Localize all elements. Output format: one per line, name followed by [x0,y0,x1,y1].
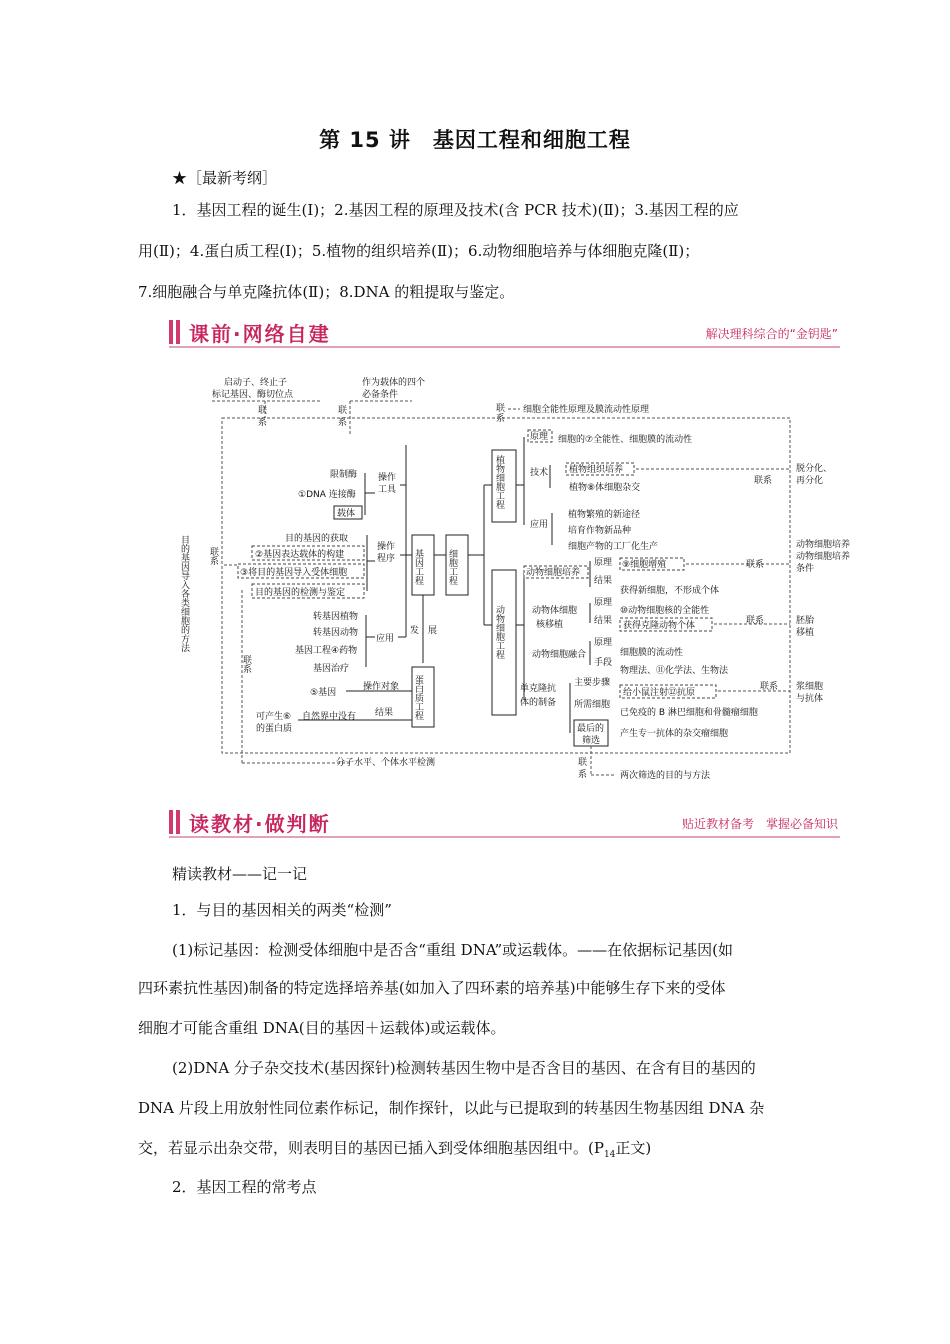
diagram-node: 培育作物新品种 [568,526,632,536]
diagram-node: 载体 [337,509,356,519]
diagram-link-label: 联 [338,406,348,416]
diagram-note: 作为载体的四个 [362,378,426,388]
diagram-side-note: 条件 [796,564,815,574]
diagram-node: 植物组织培养 [569,465,624,475]
exam-outline-line: 用(Ⅱ)；4.蛋白质工程(Ⅰ)；5.植物的组织培养(Ⅱ)；6.动物细胞培养与体细胞克隆(Ⅱ)； [138,242,700,260]
diagram-main-node: 细胞工程 [447,549,457,585]
diagram-node: 手段 [594,658,613,668]
diagram-node: 单克隆抗 [520,684,557,694]
diagram-link-label: 联系 [241,655,251,673]
diagram-node: 动物细胞融合 [532,650,587,660]
exam-outline-heading: ★［最新考纲］ [172,169,278,187]
diagram-node: 细胞产物的工厂化生产 [568,542,659,552]
diagram-node: 体的制备 [520,698,557,708]
reading-paragraph: (2)DNA 分子杂交技术(基因探针)检测转基因生物中是否含目的基因、在含有目的基因的 [172,1059,756,1077]
diagram-node: ⑩动物细胞核的全能性 [620,606,710,616]
diagram-note: 标记基因、酶切位点 [212,390,294,400]
diagram-node: 技术 [530,468,549,478]
diagram-node: 细胞的⑦全能性、细胞膜的流动性 [558,435,693,445]
diagram-main-node: 植物细胞工程 [494,455,504,509]
diagram-node: 应用 [376,634,395,644]
section-banner-title: 读教材·做判断 [189,812,331,836]
reading-text: 交，若显示出杂交带，则表明目的基因已插入到受体细胞基因组中。(P [138,1139,604,1157]
diagram-node: 基因治疗 [313,664,350,674]
diagram-node: 细胞全能性原理及膜流动性原理 [523,405,650,415]
diagram-node: 已免疫的 B 淋巴细胞和骨髓瘤细胞 [620,708,758,718]
diagram-node: 的蛋白质 [256,724,293,734]
diagram-node: 物理法、⑪化学法、生物法 [620,666,729,676]
diagram-link-label: 系 [578,770,588,780]
diagram-link-label: 系 [338,418,348,428]
diagram-node: 程序 [377,554,396,564]
diagram-node: 细胞膜的流动性 [620,648,684,658]
reading-paragraph: (1)标记基因：检测受体细胞中是否含“重组 DNA”或运载体。——在依据标记基因(如 [172,941,733,959]
diagram-link-label: 系 [496,414,506,424]
diagram-main-node: 基因工程 [413,549,423,585]
diagram-side-note: 浆细胞 [796,682,824,692]
diagram-node: 转基因动物 [313,628,359,638]
diagram-link-label: 联系 [746,560,765,570]
diagram-node: 动物体细胞 [532,606,578,616]
diagram-note: 必备条件 [362,390,399,400]
reading-question: 1．与目的基因相关的两类“检测” [172,901,392,919]
diagram-node: ③将目的基因导入受体细胞 [240,568,348,578]
reading-text: 正文) [615,1139,652,1157]
diagram-node: 给小鼠注射⑫抗原 [623,688,696,698]
diagram-link-label: 联 [496,404,506,414]
diagram-node: 原理 [594,558,613,568]
diagram-node: 基因工程④药物 [295,646,358,656]
diagram-node: ⑨细胞增殖 [622,560,667,570]
diagram-node: 发 展 [410,626,438,636]
section-banner-subtitle: 贴近教材备考 掌握必备知识 [681,817,838,831]
diagram-note: 分子水平、个体水平检测 [336,758,436,768]
diagram-side-note: 移植 [796,628,815,638]
diagram-node: 获得克隆动物个体 [623,621,696,631]
reading-paragraph: DNA 片段上用放射性同位素作标记，制作探针，以此与已提取到的转基因生物基因组 DNA 杂 [138,1099,765,1117]
reading-heading: 精读教材——记一记 [172,865,308,883]
diagram-node: 操作 [377,542,396,552]
diagram-link-label: 联 [258,406,268,416]
diagram-side-note: 动物细胞培养 [796,540,851,550]
reading-question: 2．基因工程的常考点 [172,1178,317,1196]
section-banner-title: 课前·网络自建 [189,322,331,346]
section-banner-subtitle: 解决理科综合的“金钥匙” [705,327,838,341]
diagram-node: 核移植 [536,620,564,630]
diagram-side-note: 动物细胞培养 [796,552,851,562]
diagram-node: 动物细胞培养 [526,568,581,578]
diagram-node: 操作对象 [363,682,400,692]
diagram-side-note: 脱分化、 [796,464,833,474]
exam-outline-line: 1．基因工程的诞生(Ⅰ)；2.基因工程的原理及技术(含 PCR 技术)(Ⅱ)；3.基因工程的应 [172,201,739,219]
reading-paragraph: 细胞才可能含重组 DNA(目的基因＋运载体)或运载体。 [138,1019,506,1037]
diagram-node: ②基因表达载体的构建 [255,550,345,560]
section-banner-network [169,318,840,346]
diagram-side-note: 再分化 [796,476,824,486]
diagram-note: 启动子、终止子 [224,378,288,388]
diagram-main-node: 蛋白质工程 [413,675,423,720]
diagram-node: 结果 [594,576,613,586]
diagram-link-label: 联系 [208,547,218,565]
diagram-link-label: 联系 [760,682,779,692]
page-ref-subscript: 14 [603,1150,616,1160]
diagram-node: 产生专一抗体的杂交瘤细胞 [620,729,729,739]
diagram-node: 获得新细胞，不形成个体 [620,586,720,596]
diagram-side-label: 目的基因导入各类细胞的方法 [179,535,189,652]
diagram-node: 原理 [594,598,613,608]
diagram-note: 两次筛选的目的与方法 [620,771,711,781]
diagram-link-label: 联系 [754,476,773,486]
exam-outline-line: 7.细胞融合与单克隆抗体(Ⅱ)；8.DNA 的粗提取与鉴定。 [138,283,515,301]
diagram-node: 原理 [530,432,549,442]
diagram-node: 最后的 [577,724,605,734]
diagram-node: 结果 [594,616,613,626]
diagram-node: 限制酶 [330,470,358,480]
reading-paragraph: 四环素抗性基因)制备的特定选择培养基(如加入了四环素的培养基)中能够生存下来的受体 [138,979,726,997]
diagram-node: 目的基因的检测与鉴定 [255,588,346,598]
diagram-node: 工具 [378,485,397,495]
diagram-node: 主要步骤 [574,678,611,688]
diagram-node: 转基因植物 [313,612,359,622]
diagram-node: 操作 [378,473,397,483]
diagram-link-label: 联系 [746,616,765,626]
section-banner-reading [169,808,840,836]
diagram-node: 结果 [375,708,394,718]
diagram-node: 可产生⑥ [256,712,292,722]
diagram-node: 自然界中没有 [302,712,357,722]
diagram-side-note: 胚胎 [796,616,815,626]
concept-map-diagram [179,375,851,785]
diagram-node: 筛选 [582,736,601,746]
diagram-link-label: 联 [578,758,588,768]
diagram-node: 目的基因的获取 [285,534,349,544]
diagram-node: ①DNA 连接酶 [298,490,356,500]
diagram-side-note: 与抗体 [796,694,824,704]
diagram-node: 植物繁殖的新途径 [568,510,641,520]
diagram-node: 原理 [594,638,613,648]
diagram-main-node: 动物细胞工程 [494,605,504,659]
diagram-node: 所需细胞 [574,700,611,710]
diagram-node: 植物⑧体细胞杂交 [569,483,641,493]
page-title: 第 15 讲 基因工程和细胞工程 [319,128,631,152]
diagram-node: ⑤基因 [310,688,337,698]
diagram-node: 应用 [530,520,549,530]
diagram-link-label: 系 [258,418,268,428]
